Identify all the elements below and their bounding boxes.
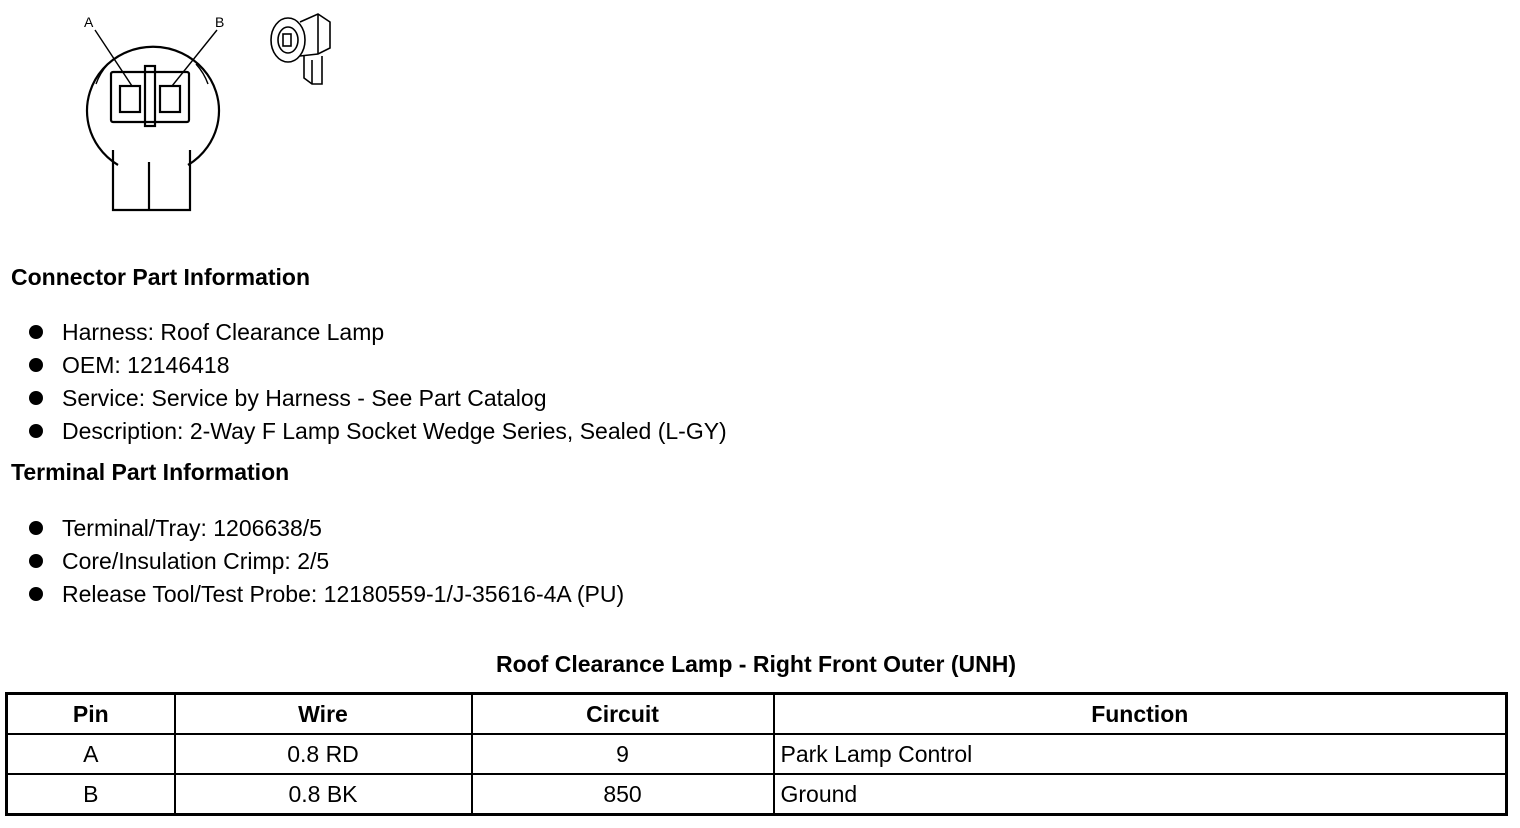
bullet-icon	[29, 521, 43, 535]
cell-function: Park Lamp Control	[774, 734, 1507, 774]
cell-pin: B	[7, 774, 175, 815]
pin-table-title: Roof Clearance Lamp - Right Front Outer (UNH)	[495, 651, 1017, 677]
cell-wire: 0.8 RD	[175, 734, 472, 774]
table-header-row	[7, 694, 1507, 735]
pin-table	[5, 692, 1508, 816]
bullet-icon	[29, 325, 43, 339]
connector-part-info-heading: Connector Part Information	[11, 264, 311, 290]
connector-thumbnail-image	[262, 6, 338, 90]
cell-wire: 0.8 BK	[175, 774, 472, 815]
bullet-icon	[29, 358, 43, 372]
connector-face-diagram	[70, 8, 240, 220]
column-header-wire: Wire	[175, 694, 472, 735]
cell-function: Ground	[774, 774, 1507, 815]
pin-label-b: B	[215, 14, 225, 30]
column-header-pin: Pin	[7, 694, 175, 735]
connector-description-text: Description: 2-Way F Lamp Socket Wedge Series, Sealed (L-GY)	[62, 418, 727, 444]
cell-pin: A	[7, 734, 175, 774]
bullet-icon	[29, 424, 43, 438]
terminal-tray-text: Terminal/Tray: 1206638/5	[62, 515, 322, 541]
connector-oem-text: OEM: 12146418	[62, 352, 230, 378]
cell-circuit: 850	[472, 774, 774, 815]
bullet-icon	[29, 587, 43, 601]
terminal-crimp-text: Core/Insulation Crimp: 2/5	[62, 548, 330, 574]
connector-harness-text: Harness: Roof Clearance Lamp	[62, 319, 385, 345]
bullet-icon	[29, 391, 43, 405]
column-header-circuit: Circuit	[472, 694, 774, 735]
connector-service-text: Service: Service by Harness - See Part Catalog	[62, 385, 547, 411]
bullet-icon	[29, 554, 43, 568]
terminal-release-tool-text: Release Tool/Test Probe: 12180559-1/J-35616-4A (PU)	[62, 581, 625, 607]
terminal-part-info-heading: Terminal Part Information	[11, 459, 290, 485]
table-row	[7, 774, 1507, 815]
column-header-function: Function	[774, 694, 1507, 735]
pin-label-a: A	[84, 14, 94, 30]
cell-circuit: 9	[472, 734, 774, 774]
table-row	[7, 734, 1507, 774]
